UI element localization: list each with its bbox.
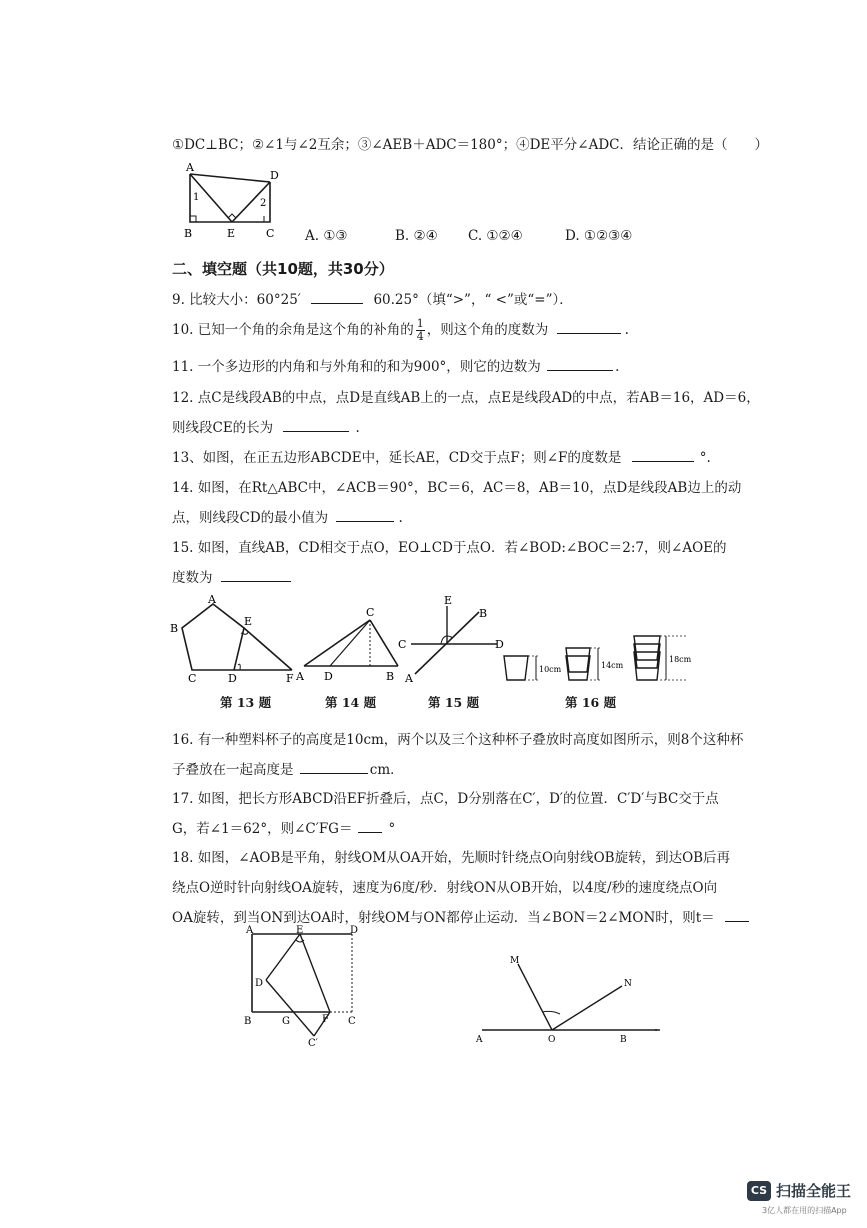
fig13-label-a: A [208, 593, 216, 606]
q17-line1: 17. 如图，把长方形ABCD沿EF折叠后，点C，D分别落在C′，D′的位置．C′D′与BC交于点 [172, 791, 719, 807]
q13-end: °. [699, 450, 711, 466]
q8-label-1: 1 [193, 192, 200, 203]
q8-label-2: 2 [260, 198, 267, 209]
fig18-label-a: A [476, 1035, 483, 1045]
fig17-label-g: G [282, 1016, 290, 1027]
q18-line2: 绕点O逆时针向射线OA旋转，速度为6度/秒．射线ON从OB开始，以4度/秒的速度绕点O向 [172, 880, 718, 896]
q14-line1: 14. 如图，在Rt△ABC中，∠ACB＝90°，BC＝6，AC＝8，AB＝10，点D是线段AB边上的动 [172, 480, 742, 496]
q10-fraction-num: 1 [416, 317, 424, 330]
caption-fig14: 第 14 题 [325, 695, 377, 710]
q10 [172, 318, 629, 343]
q16-line2-text: 子叠放在一起高度是 [172, 762, 294, 778]
caption-fig15: 第 15 题 [428, 695, 480, 710]
q8-option-d: D. ①②③④ [565, 228, 633, 244]
fig13-pentagon [168, 592, 300, 684]
fig18-label-n: N [624, 979, 632, 989]
q8-label-a: A [186, 161, 194, 174]
q12-line1: 12. 点C是线段AB的中点，点D是直线AB上的一点，点E是线段AD的中点，若AB＝16，AD＝6， [172, 390, 760, 406]
q8-label-b: B [184, 227, 193, 240]
q12-line2-text: 则线段CE的长为 [172, 420, 274, 436]
fig17-label-c-prime: C′ [308, 1038, 318, 1049]
q17-answer-blank[interactable] [358, 831, 382, 833]
q10-fraction [416, 318, 425, 343]
q9-pre: 9. 比较大小：60°25′ [172, 292, 301, 308]
scanner-logo-badge: CS [747, 1181, 771, 1201]
q17-end: ° [388, 821, 396, 837]
q18-line3 [172, 906, 749, 926]
q18-answer-blank[interactable] [725, 920, 749, 922]
caption-fig13: 第 13 题 [220, 695, 272, 710]
q8-statement: ①DC⊥BC；②∠1与∠2互余；③∠AEB＋ADC＝180°；④DE平分∠ADC．结论正确的是（ ） [172, 137, 769, 153]
q8-option-c: C. ①②④ [468, 228, 523, 244]
fig13-label-f: F [286, 672, 294, 684]
caption-fig16: 第 16 题 [565, 695, 617, 710]
q16-line1: 16. 有一种塑料杯子的高度是10cm，两个以及三个这种杯子叠放时高度如图所示，则8个这种杯 [172, 732, 744, 748]
fig14-triangle [294, 604, 406, 684]
q15-line2 [172, 566, 295, 586]
q15-line1: 15. 如图，直线AB，CD相交于点O，EO⊥CD于点O．若∠BOD:∠BOC＝2:7，则∠AOE的 [172, 540, 727, 556]
fig14-label-a: A [296, 670, 304, 683]
fig17-label-d-prime: D [255, 978, 264, 989]
scanner-tagline: 3亿人都在用的扫描App [762, 1206, 847, 1215]
q8-label-d: D [270, 169, 279, 182]
q15-answer-blank[interactable] [221, 580, 291, 582]
q9-post: 60.25°（填“>”，“ <”或“=”）． [373, 292, 573, 308]
fig17-label-d: D [350, 925, 359, 936]
q14-end: . [398, 510, 403, 526]
fig16-label-14cm: 14cm [601, 661, 624, 670]
fig16-label-18cm: 18cm [669, 655, 692, 664]
q16-line2 [172, 758, 404, 778]
q14-line2-text: 点，则线段CD的最小值为 [172, 510, 329, 526]
fig17-folded-rectangle [238, 924, 364, 1052]
fig13-label-b: B [170, 622, 179, 635]
fig18-label-o: O [548, 1035, 556, 1045]
q10-post: ，则这个角的度数为 [426, 322, 549, 338]
fig15-label-c: C [398, 638, 407, 651]
q10-fraction-den: 4 [416, 330, 424, 343]
fig16-label-10cm: 10cm [539, 665, 562, 674]
q8-option-a: A. ①③ [305, 228, 348, 244]
fig14-label-b: B [386, 670, 395, 683]
q12-answer-blank[interactable] [283, 430, 349, 432]
q16-unit: cm． [369, 762, 404, 778]
fig18-label-m: M [510, 956, 520, 966]
fig17-label-f: F [322, 1014, 329, 1025]
fig15-label-b: B [479, 607, 488, 620]
q17-line2-text: G，若∠1＝62°，则∠C′FG＝ [172, 821, 353, 837]
q11-end: . [615, 359, 620, 375]
fig13-label-d: D [228, 672, 237, 684]
q10-end: . [624, 322, 629, 338]
q8-label-c: C [266, 227, 275, 240]
q8-option-b: B. ②④ [395, 228, 438, 244]
section-heading: 二、填空题（共10题，共30分） [172, 260, 394, 278]
fig18-rays [470, 950, 670, 1050]
fig13-label-c: C [188, 672, 197, 684]
q9 [172, 288, 573, 308]
q18-line1: 18. 如图，∠AOB是平角，射线OM从OA开始，先顺时针绕点O向射线OB旋转，到达OB后再 [172, 850, 731, 866]
fig13-label-e: E [244, 615, 253, 628]
fig15-label-e: E [444, 594, 453, 607]
fig18-label-b: B [620, 1035, 627, 1045]
fig17-label-e: E [296, 925, 304, 936]
q12-line2 [172, 416, 360, 436]
q14-answer-blank[interactable] [336, 520, 394, 522]
q11 [172, 355, 619, 375]
q18-line3-text: OA旋转，到当ON到达OA时，射线OM与ON都停止运动．当∠BON＝2∠MON时，则t＝ [172, 910, 715, 926]
fig15-label-a: A [405, 672, 413, 684]
q13 [172, 446, 711, 466]
q16-answer-blank[interactable] [300, 772, 368, 774]
fig17-label-b: B [244, 1016, 252, 1027]
q17-line2 [172, 817, 395, 837]
fig14-label-c: C [366, 606, 375, 619]
fig15-label-d: D [495, 638, 504, 651]
q10-pre: 10. 已知一个角的余角是这个角的补角的 [172, 322, 414, 338]
q15-line2-text: 度数为 [172, 570, 213, 586]
q11-answer-blank[interactable] [547, 369, 613, 371]
fig15-lines [395, 592, 510, 684]
fig16-cups [498, 630, 694, 686]
q10-answer-blank[interactable] [557, 332, 621, 334]
q8-figure [176, 160, 286, 242]
q13-text: 13、如图，在正五边形ABCDE中，延长AE，CD交于点F；则∠F的度数是 [172, 450, 622, 466]
fig17-label-c: C [348, 1016, 356, 1027]
fig14-label-d: D [324, 670, 333, 683]
fig17-label-a: A [246, 925, 254, 936]
q13-answer-blank[interactable] [632, 460, 694, 462]
q8-label-e: E [227, 227, 236, 240]
q9-answer-blank[interactable] [311, 302, 363, 304]
q14-line2 [172, 506, 403, 526]
scanner-brand: 扫描全能王 [776, 1182, 852, 1200]
q12-end: . [355, 420, 360, 436]
q11-pre: 11. 一个多边形的内角和与外角和的和为900°，则它的边数为 [172, 359, 541, 375]
